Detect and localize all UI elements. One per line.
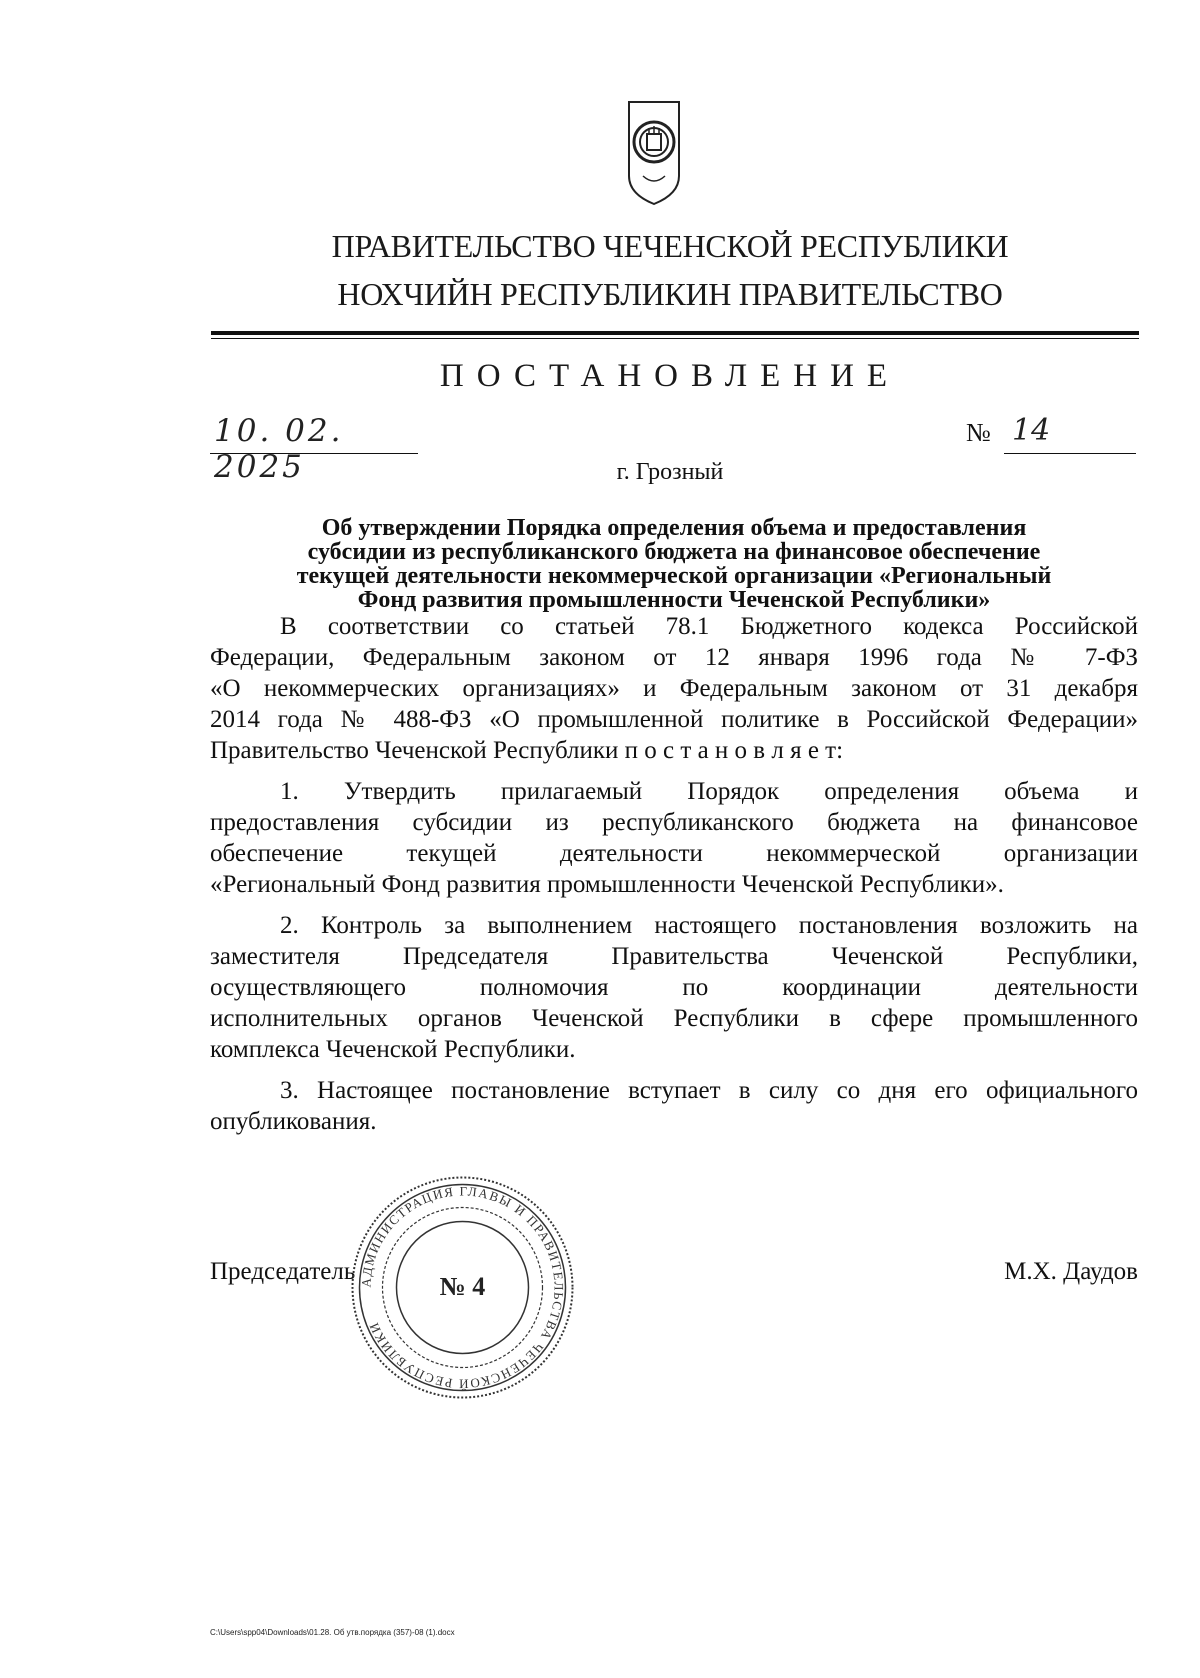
text-line: 2. Контроль за выполнением настоящего постановления возложить на	[280, 912, 1138, 939]
subject-line: Об утверждении Порядка определения объема и предоставления	[321, 515, 1027, 541]
org-title-ru: ПРАВИТЕЛЬСТВО ЧЕЧЕНСКОЙ РЕСПУБЛИКИ	[331, 228, 1009, 264]
signatory-name: М.Х. Даудов	[1004, 1258, 1138, 1285]
text-line: 2014 года № 488-ФЗ «О промышленной политике в Российской Федерации»	[210, 706, 1138, 733]
coat-of-arms-icon	[623, 98, 685, 208]
org-title-ce: НОХЧИЙН РЕСПУБЛИКИН ПРАВИТЕЛЬСТВО	[337, 276, 1003, 312]
document-type-title: ПОСТАНОВЛЕНИЕ	[439, 358, 901, 394]
text-line: комплекса Чеченской Республики.	[210, 1036, 576, 1063]
preamble-paragraph	[210, 611, 1138, 766]
number-label: №	[966, 418, 991, 447]
city: г. Грозный	[616, 459, 724, 485]
official-seal-stamp	[345, 1170, 580, 1405]
text-line: «О некоммерческих организациях» и Федеральным законом от 31 декабря	[210, 675, 1138, 702]
number-field	[1004, 413, 1136, 454]
text-line: В соответствии со статьей 78.1 Бюджетного кодекса Российской	[280, 613, 1138, 640]
signatory-position: Председатель	[210, 1258, 356, 1285]
subject-line: текущей деятельности некоммерческой организации «Региональный	[296, 563, 1052, 589]
text-line: 3. Настоящее постановление вступает в силу со дня его официального	[280, 1077, 1138, 1104]
subject-line: Фонд развития промышленности Чеченской Республики»	[357, 587, 991, 613]
footer-file-path: C:\Users\spp04\Downloads\01.28. Об утв.порядка (357)-08 (1).docx	[210, 1628, 455, 1637]
item-2-paragraph	[210, 910, 1138, 1065]
seal-number: № 4	[439, 1272, 486, 1301]
subject-line: субсидии из республиканского бюджета на финансовое обеспечение	[307, 539, 1041, 565]
item-1-paragraph	[210, 776, 1138, 900]
text-line: осуществляющего полномочия по координации деятельности	[210, 974, 1138, 1001]
text-line: предоставления субсидии из республиканского бюджета на финансовое	[210, 809, 1138, 836]
document-date: 10. 02. 2025	[214, 413, 344, 485]
text-line: «Региональный Фонд развития промышленности Чеченской Республики».	[210, 871, 1004, 898]
text-line: Федерации, Федеральным законом от 12 января 1996 года № 7-ФЗ	[210, 644, 1138, 671]
seal-ring-text: АДМИНИСТРАЦИЯ ГЛАВЫ И ПРАВИТЕЛЬСТВА ЧЕЧЕНСКОЙ РЕСПУБЛИКИ	[358, 1183, 567, 1392]
text-line: исполнительных органов Чеченской Республики в сфере промышленного	[210, 1005, 1138, 1032]
text-line: Правительство Чеченской Республики п о с т а н о в л я е т:	[210, 737, 844, 764]
date-field	[210, 413, 418, 485]
text-line: заместителя Председателя Правительства Чеченской Республики,	[210, 943, 1138, 970]
document-number: 14	[1012, 413, 1051, 448]
item-3-paragraph	[210, 1075, 1138, 1137]
text-line: обеспечение текущей деятельности некоммерческой организации	[210, 840, 1138, 867]
header-rule-thin	[211, 338, 1139, 339]
document-subject	[210, 516, 1138, 612]
text-line: опубликования.	[210, 1108, 377, 1135]
text-line: 1. Утвердить прилагаемый Порядок определения объема и	[280, 778, 1138, 805]
header-rule-thick	[211, 331, 1139, 335]
